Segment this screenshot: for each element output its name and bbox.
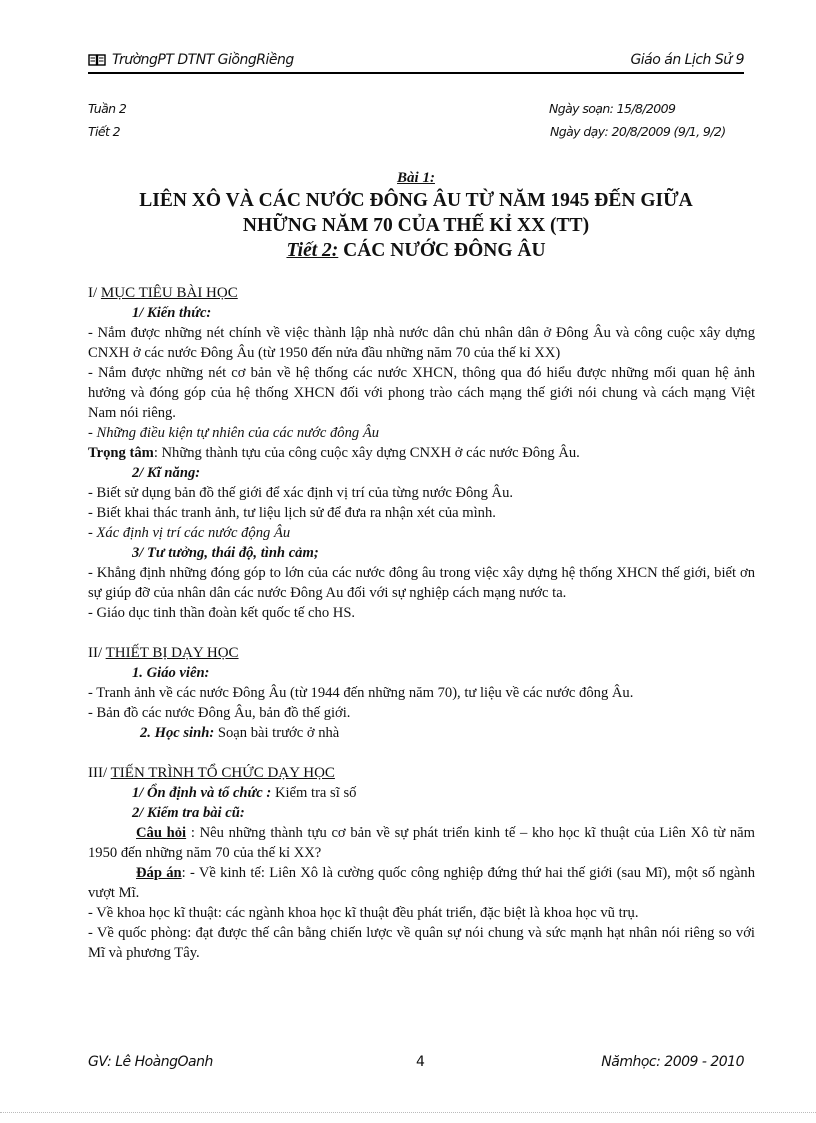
- knowledge-item-2: - Nắm được những nét cơ bản về hệ thống các nước XHCN, thông qua đó hiểu được những mối quan hệ ảnh hưởng và đóng góp của hệ thống XHCN đối với phong trào cách mạng thế giới nói chung và cách mạng Việt Nam nói riêng.: [88, 365, 755, 421]
- book-icon: [88, 53, 106, 67]
- document-body: [88, 283, 755, 963]
- attitude-heading: 3/ Tư tưởng, thái độ, tình cảm;: [132, 545, 319, 561]
- page-number: 4: [416, 1054, 425, 1070]
- lesson-number: Bài 1:: [397, 170, 435, 186]
- check-heading: 2/ Kiểm tra bài cũ:: [132, 805, 245, 821]
- attitude-item-2: - Giáo dục tinh thần đoàn kết quốc tế cho HS.: [88, 605, 356, 621]
- skills-heading: 2/ Kĩ năng:: [132, 465, 201, 481]
- header-left: [88, 52, 294, 68]
- answer-line: Đáp án: - Về kinh tế: Liên Xô là cường quốc công nghiệp đứng thứ hai thế giới (sau Mĩ), một số ngành vượt Mĩ.: [88, 865, 756, 901]
- subject-name: Giáo án Lịch Sử 9: [630, 52, 744, 68]
- week-label: Tuần 2: [88, 101, 127, 116]
- title-line-1: LIÊN XÔ VÀ CÁC NƯỚC ĐÔNG ÂU TỪ NĂM 1945 ĐẾN GIỮA: [139, 190, 693, 211]
- knowledge-item-1: - Nắm được những nét chính về việc thành lập nhà nước dân chủ nhân dân ở Đông Âu và công cuộc xây dựng CNXH ở các nước Đông Âu (từ 1950 đến nửa đầu những năm 70 của thế kỉ XX): [88, 325, 755, 361]
- student-line: 2. Học sinh: Soạn bài trước ở nhà: [140, 725, 340, 741]
- subtitle-label: Tiết 2:: [286, 240, 339, 261]
- attitude-item-1: - Khẳng định những đóng góp to lớn của các nước đông âu trong việc xây dựng hệ thống XHCN thế giới, biết ơn sự giúp đỡ của nhân dân các nước Đông Au đối với sự nghiệp cách mạng nước ta.: [88, 565, 755, 601]
- teacher-heading: 1. Giáo viên:: [132, 665, 210, 681]
- section-1-heading: I/ MỤC TIÊU BÀI HỌC: [88, 285, 238, 301]
- answer-item-2: - Về khoa học kĩ thuật: các ngành khoa học kĩ thuật đều phát triển, đặc biệt là khoa học vũ trụ.: [88, 905, 639, 921]
- teacher-item-1: - Tranh ảnh về các nước Đông Âu (từ 1944 đến những năm 70), tư liệu về các nước đông Âu.: [88, 685, 634, 701]
- knowledge-heading: 1/ Kiến thức:: [132, 305, 212, 321]
- school-name: TrườngPT DTNT GiồngRiềng: [112, 52, 294, 68]
- teacher-item-2: - Bản đồ các nước Đông Âu, bản đồ thế giới.: [88, 705, 351, 721]
- teacher-name: GV: Lê HoàngOanh: [88, 1054, 213, 1070]
- section-3-heading: III/ TIẾN TRÌNH TỔ CHỨC DẠY HỌC: [88, 765, 335, 781]
- period-label: Tiết 2: [88, 124, 121, 139]
- question-line: Câu hỏi : Nêu những thành tựu cơ bản về sự phát triển kinh tế – kho học kĩ thuật của Liên Xô từ năm 1950 đến những năm 70 của thế kỉ XX?: [88, 825, 755, 861]
- teach-date: Ngày dạy: 20/8/2009 (9/1, 9/2): [550, 124, 726, 139]
- page-header: [88, 52, 744, 74]
- title-subtitle: [88, 238, 744, 264]
- title-line-2: NHỮNG NĂM 70 CỦA THẾ KỈ XX (TT): [242, 215, 590, 236]
- section-2-heading: II/ THIẾT BỊ DẠY HỌC: [88, 645, 239, 661]
- organize-line: 1/ Ổn định và tổ chức : Kiểm tra sĩ số: [132, 785, 357, 801]
- skills-item-3: - Xác định vị trí các nước động Âu: [88, 525, 291, 541]
- page-separator: [0, 1112, 816, 1113]
- prep-date: Ngày soạn: 15/8/2009: [549, 101, 676, 116]
- answer-item-3: - Về quốc phòng: đạt được thế cân bằng chiến lược về quân sự nói chung và sức mạnh hạt nhân nói riêng so với Mĩ và phương Tây.: [88, 925, 755, 961]
- focus-line: Trọng tâm: Những thành tựu của công cuộc xây dựng CNXH ở các nước Đông Âu.: [88, 445, 580, 461]
- page-footer: [88, 1054, 744, 1074]
- knowledge-item-3: - Những điều kiện tự nhiên của các nước đông Âu: [88, 425, 380, 441]
- school-year: Nămhọc: 2009 - 2010: [601, 1054, 744, 1070]
- skills-item-1: - Biết sử dụng bản đồ thế giới để xác định vị trí của từng nước Đông Âu.: [88, 485, 514, 501]
- lesson-title: [88, 168, 744, 264]
- skills-item-2: - Biết khai thác tranh ảnh, tư liệu lịch sử để đưa ra nhận xét của mình.: [88, 505, 496, 521]
- subtitle-text: CÁC NƯỚC ĐÔNG ÂU: [338, 240, 546, 261]
